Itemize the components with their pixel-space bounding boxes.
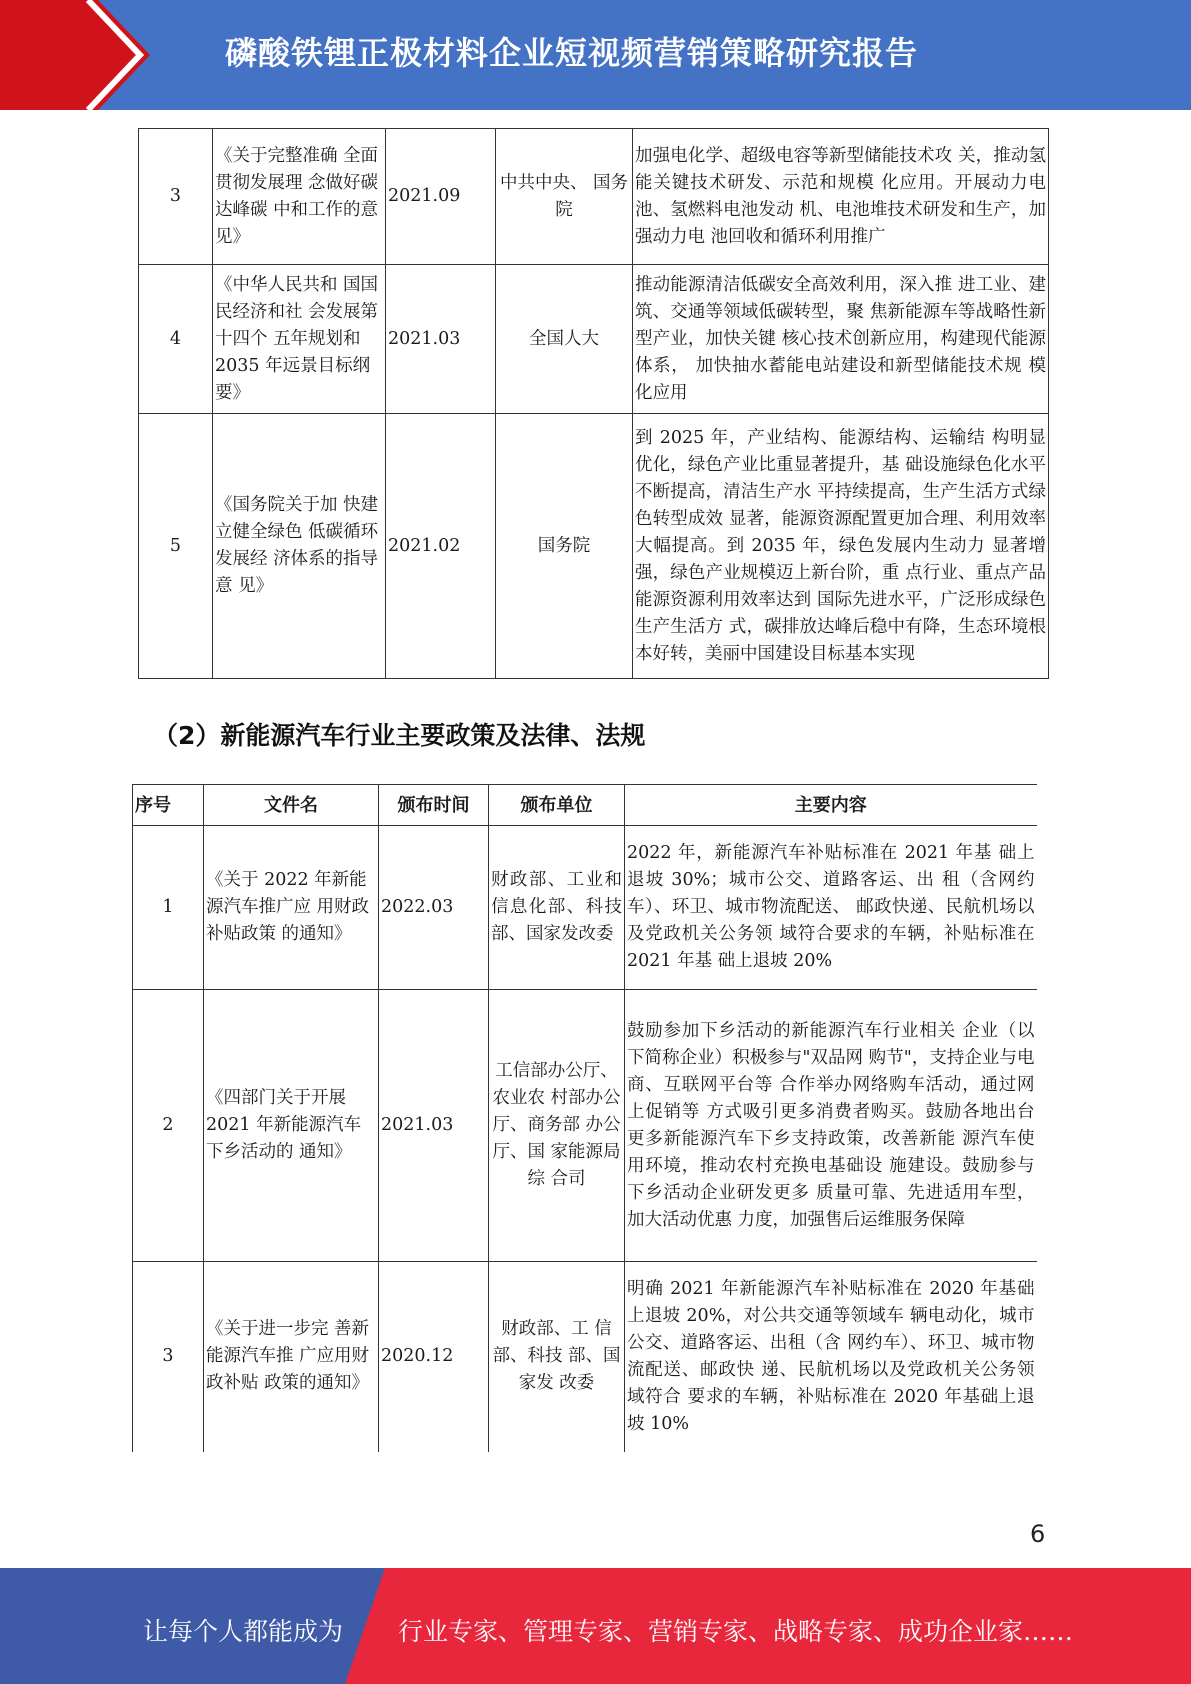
table-row: [139, 414, 1049, 679]
report-title: 磷酸铁锂正极材料企业短视频营销策略研究报告: [225, 34, 919, 72]
table-row: [133, 826, 1037, 990]
main-content: 2022 年，新能源汽车补贴标准在 2021 年基 础上退坡 30%；城市公交、道路客运、出 租（含网约车）、环卫、城市物流配送、 邮政快递、民航机场以及党政机关公务领 域符合要求的车辆，补贴标准在 2021 年基 础上退坡 20%: [625, 826, 1037, 990]
table-row: [133, 990, 1037, 1262]
section-heading: （2）新能源汽车行业主要政策及法律、法规: [153, 721, 646, 750]
page-footer: [0, 1568, 1191, 1684]
issuer: 工信部办公厅、农业农 村部办公厅、商务部 办公厅、国 家能源局综 合司: [489, 990, 625, 1262]
issuer: 全国人大: [496, 265, 633, 414]
issue-date: 2022.03: [379, 826, 489, 990]
table-row: [139, 265, 1049, 414]
policy-table-continued: [138, 128, 1049, 679]
issue-date: 2020.12: [379, 1262, 489, 1452]
row-number: 5: [139, 414, 213, 679]
issue-date: 2021.03: [379, 990, 489, 1262]
document-name: 《关于 2022 年新能源汽车推广应 用财政补贴政策 的通知》: [204, 826, 379, 990]
row-number: 3: [139, 129, 213, 265]
document-name: 《关于进一步完 善新能源汽车推 广应用财政补贴 政策的通知》: [204, 1262, 379, 1452]
header-name: 文件名: [204, 785, 379, 826]
header-no: 序号: [133, 785, 204, 826]
page-number: 6: [1030, 1520, 1046, 1548]
table-header-row: [133, 785, 1037, 826]
main-content: 加强电化学、超级电容等新型储能技术攻 关，推动氢能关键技术研发、示范和规模 化应用。开展动力电池、氢燃料电池发动 机、电池堆技术研发和生产，加强动力电 池回收和循环利用推广: [633, 129, 1049, 265]
row-number: 1: [133, 826, 204, 990]
row-number: 2: [133, 990, 204, 1262]
issuer: 国务院: [496, 414, 633, 679]
table-row: [133, 1262, 1037, 1452]
main-content: 明确 2021 年新能源汽车补贴标准在 2020 年基础上退坡 20%，对公共交通等领域车 辆电动化，城市公交、道路客运、出租（含 网约车）、环卫、城市物流配送、邮政快 递、民航机场以及党政机关公务领域符合 要求的车辆，补贴标准在 2020 年基础上退 坡 10%: [625, 1262, 1037, 1452]
row-number: 4: [139, 265, 213, 414]
document-name: 《国务院关于加 快建立健全绿色 低碳循环发展经 济体系的指导意 见》: [213, 414, 386, 679]
issue-date: 2021.02: [386, 414, 496, 679]
header-content: 主要内容: [625, 785, 1037, 826]
document-name: 《关于完整准确 全面贯彻发展理 念做好碳达峰碳 中和工作的意 见》: [213, 129, 386, 265]
header-issuer: 颁布单位: [489, 785, 625, 826]
main-content: 到 2025 年，产业结构、能源结构、运输结 构明显优化，绿色产业比重显著提升，基 础设施绿色化水平不断提高，清洁生产水 平持续提高，生产生活方式绿色转型成效 显著，能源资源配置更加合理、利用效率 大幅提高。到 2035 年，绿色发展内生动力 显著增强，绿色产业规模迈上新台阶，重 点行业、重点产品能源资源利用效率达到 国际先进水平，广泛形成绿色生产生活方 式，碳排放达峰后稳中有降，生态环境根 本好转，美丽中国建设目标基本实现: [633, 414, 1049, 679]
footer-slogan-left: 让每个人都能成为: [143, 1617, 344, 1646]
issuer: 财政部、工 信部、科技 部、国家发 改委: [489, 1262, 625, 1452]
issuer: 中共中央、 国务院: [496, 129, 633, 265]
issue-date: 2021.09: [386, 129, 496, 265]
main-content: 推动能源清洁低碳安全高效利用，深入推 进工业、建筑、交通等领域低碳转型，聚 焦新能源车等战略性新型产业，加快关键 核心技术创新应用，构建现代能源体系， 加快抽水蓄能电站建设和新型储能技术规 模化应用: [633, 265, 1049, 414]
issuer: 财政部、工业和信息化部、科技部、国家发改委: [489, 826, 625, 990]
issue-date: 2021.03: [386, 265, 496, 414]
footer-slogan-right: 行业专家、管理专家、营销专家、战略专家、成功企业家……: [398, 1617, 1074, 1646]
nev-policy-table: [132, 784, 1037, 1452]
table-row: [139, 129, 1049, 265]
row-number: 3: [133, 1262, 204, 1452]
page-header: [0, 0, 1191, 110]
document-name: 《中华人民共和 国国民经济和社 会发展第十四个 五年规划和 2035 年远景目标纲 要》: [213, 265, 386, 414]
main-content: 鼓励参加下乡活动的新能源汽车行业相关 企业（以下简称企业）积极参与"双品网 购节"，支持企业与电商、互联网平台等 合作举办网络购车活动，通过网上促销等 方式吸引更多消费者购买。鼓励各地出台 更多新能源汽车下乡支持政策，改善新能 源汽车使用环境，推动农村充换电基础设 施建设。鼓励参与下乡活动企业研发更多 质量可靠、先进适用车型，加大活动优惠 力度，加强售后运维服务保障: [625, 990, 1037, 1262]
header-date: 颁布时间: [379, 785, 489, 826]
document-name: 《四部门关于开展 2021 年新能源汽车下乡活动的 通知》: [204, 990, 379, 1262]
